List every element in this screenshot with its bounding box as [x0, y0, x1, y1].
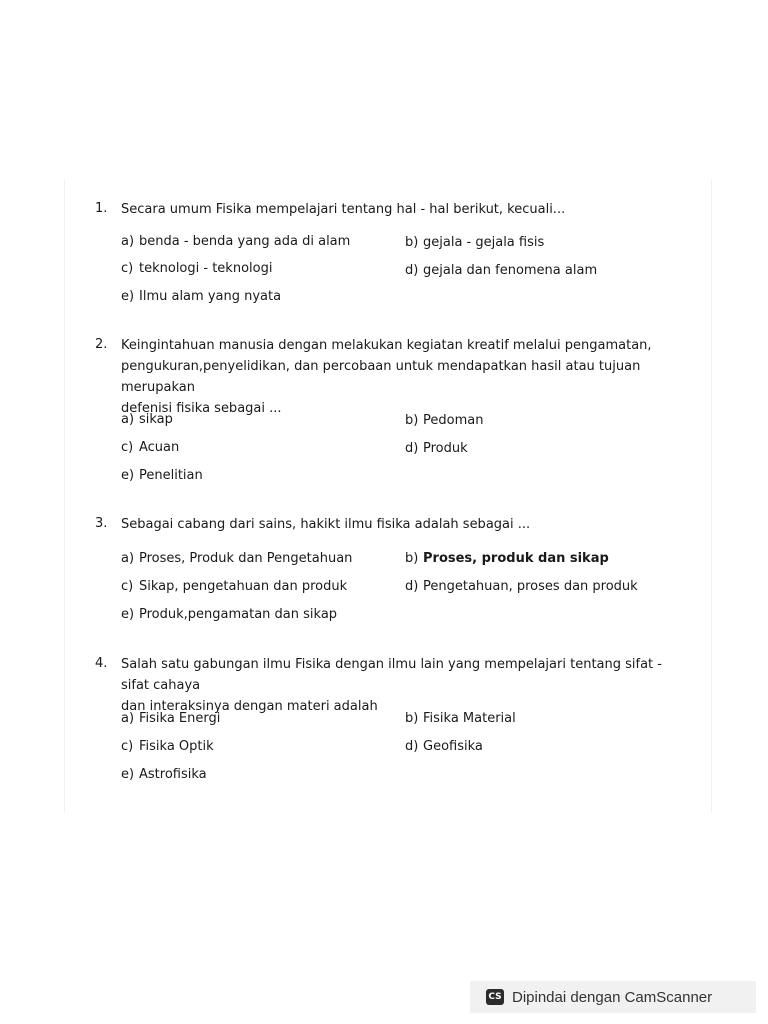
- option-d: d) Geofisika: [405, 739, 483, 754]
- option-a: a) Fisika Energi: [121, 711, 221, 726]
- question-number: 3.: [95, 516, 108, 531]
- question-text: Secara umum Fisika mempelajari tentang hal - hal berikut, kecuali...: [121, 202, 566, 217]
- question-number: 4.: [95, 656, 108, 671]
- option-b: b) Pedoman: [405, 413, 484, 428]
- option-d: d) Produk: [405, 441, 468, 456]
- question-text: Sebagai cabang dari sains, hakikt ilmu fisika adalah sebagai ...: [121, 517, 531, 532]
- option-e: e) Astrofisika: [121, 767, 207, 782]
- question-number: 1.: [95, 201, 108, 216]
- option-a: a) Proses, Produk dan Pengetahuan: [121, 551, 353, 566]
- option-d: d) Pengetahuan, proses dan produk: [405, 579, 638, 594]
- question-text: Salah satu gabungan ilmu Fisika dengan ilmu lain yang mempelajari tentang sifat - sifat cahaya dan interaksinya dengan materi adalah: [121, 657, 662, 714]
- watermark-text: Dipindai dengan CamScanner: [512, 988, 713, 1006]
- option-c: c) Sikap, pengetahuan dan produk: [121, 579, 348, 594]
- option-d: d) gejala dan fenomena alam: [405, 263, 598, 278]
- option-c: c) teknologi - teknologi: [121, 261, 273, 276]
- question-number: 2.: [95, 337, 108, 352]
- option-a: a) benda - benda yang ada di alam: [121, 234, 351, 249]
- option-e: e) Produk,pengamatan dan sikap: [121, 607, 338, 622]
- option-b: b) Proses, produk dan sikap: [405, 551, 609, 566]
- camscanner-logo-icon: CS: [486, 989, 504, 1005]
- quiz-sheet: [64, 180, 712, 812]
- option-c: c) Acuan: [121, 440, 180, 455]
- option-c: c) Fisika Optik: [121, 739, 214, 754]
- option-b: b) gejala - gejala fisis: [405, 235, 545, 250]
- option-a: a) sikap: [121, 412, 173, 427]
- option-e: e) Penelitian: [121, 468, 203, 483]
- option-b: b) Fisika Material: [405, 711, 516, 726]
- camscanner-watermark: [470, 981, 756, 1013]
- question-text: Keingintahuan manusia dengan melakukan kegiatan kreatif melalui pengamatan, pengukuran,penyelidikan, dan percobaan untuk mendapatkan hasil atau tujuan merupakan defenisi fisika sebagai ...: [121, 338, 652, 416]
- option-e: e) Ilmu alam yang nyata: [121, 289, 282, 304]
